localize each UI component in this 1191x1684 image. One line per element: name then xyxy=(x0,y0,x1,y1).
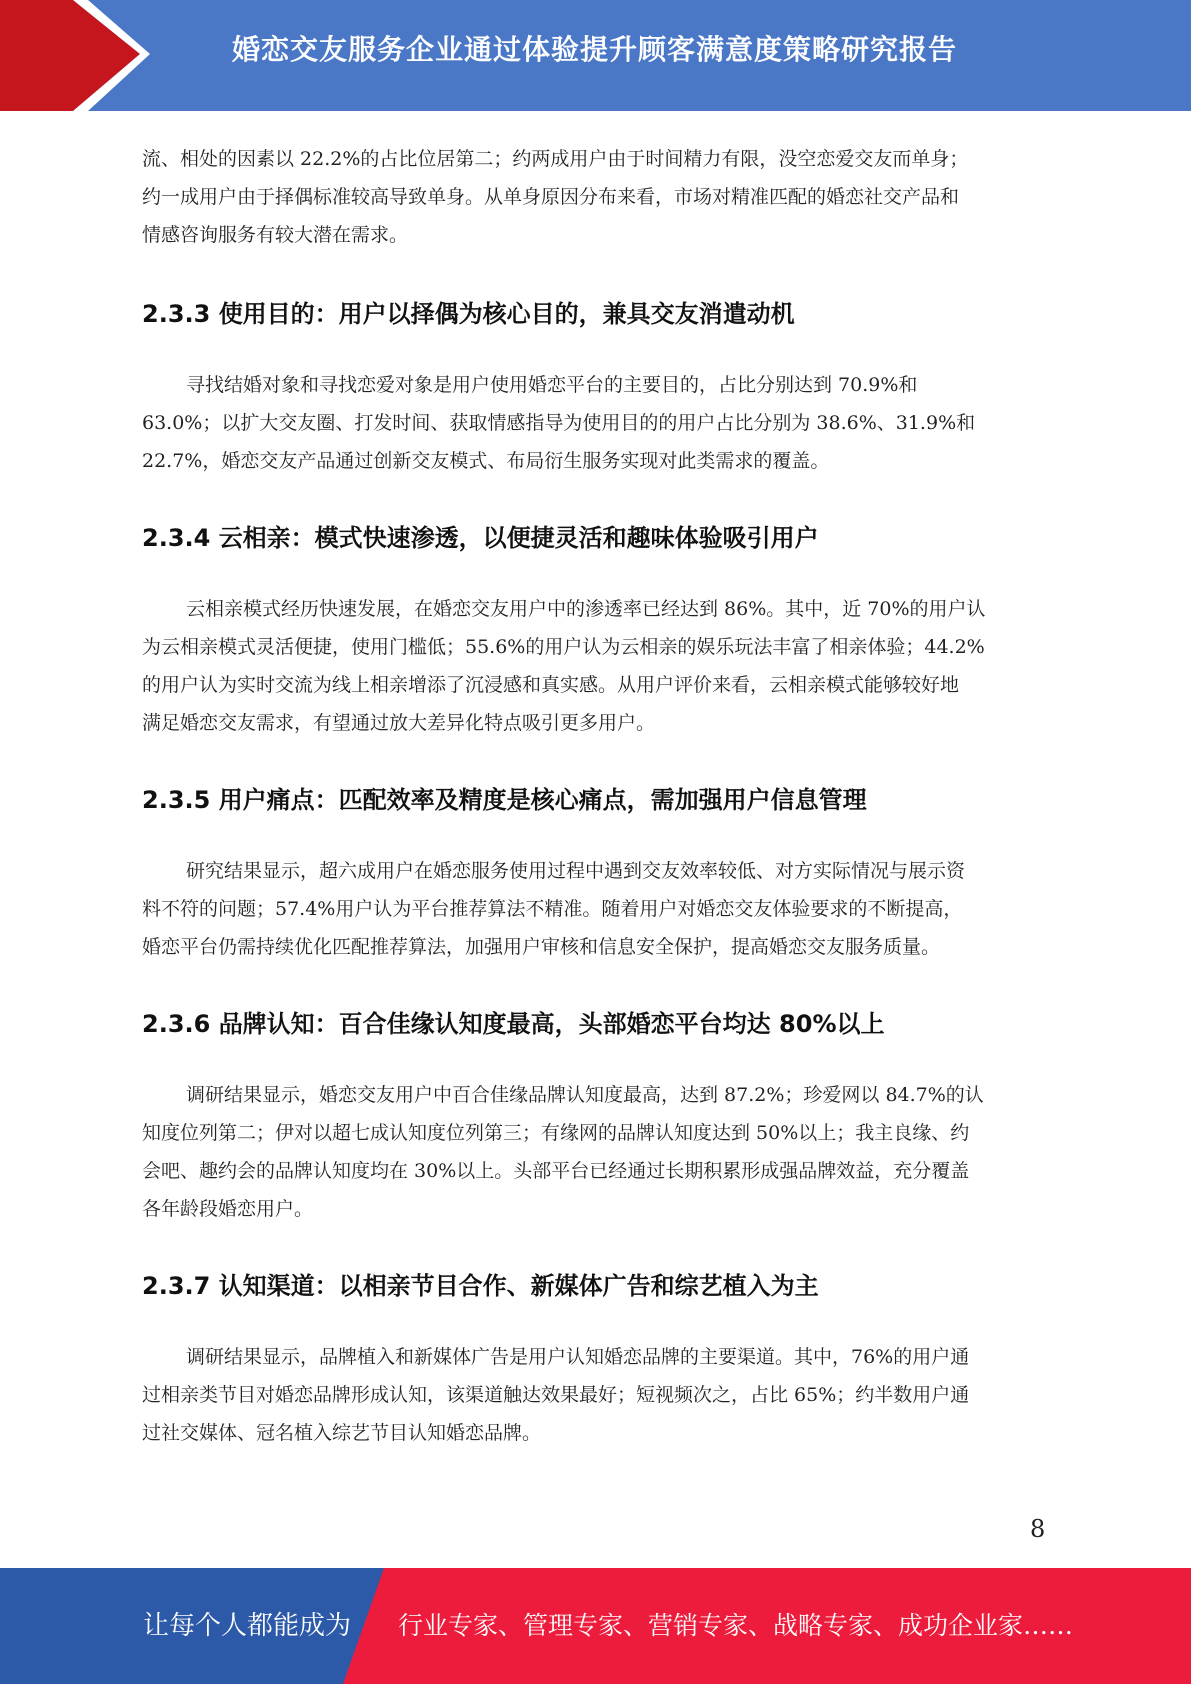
paragraph-line: 料不符的问题；57.4%用户认为平台推荐算法不精准。随着用户对婚恋交友体验要求的不断提高， xyxy=(142,898,963,920)
paragraph-line: 研究结果显示，超六成用户在婚恋服务使用过程中遇到交友效率较低、对方实际情况与展示资 xyxy=(186,860,966,882)
paragraph-line: 婚恋平台仍需持续优化匹配推荐算法，加强用户审核和信息安全保护，提高婚恋交友服务质量。 xyxy=(142,936,941,958)
footer-slogan-left: 让每个人都能成为 xyxy=(143,1611,352,1641)
page-number: 8 xyxy=(1030,1515,1046,1543)
section-2-3-5-paragraph xyxy=(142,852,1048,966)
page-content xyxy=(142,130,1048,1452)
paragraph-line: 63.0%；以扩大交友圈、打发时间、获取情感指导为使用目的的用户占比分别为 38.6%、31.9%和 xyxy=(142,412,976,434)
section-heading-2-3-7: 2.3.7 认知渠道：以相亲节目合作、新媒体广告和综艺植入为主 xyxy=(142,1272,819,1300)
paragraph-line: 情感咨询服务有较大潜在需求。 xyxy=(142,224,409,246)
paragraph-line: 为云相亲模式灵活便捷，使用门槛低；55.6%的用户认为云相亲的娱乐玩法丰富了相亲体验；44.2% xyxy=(142,636,985,658)
paragraph-line: 过社交媒体、冠名植入综艺节目认知婚恋品牌。 xyxy=(142,1422,542,1444)
section-heading-2-3-6: 2.3.6 品牌认知：百合佳缘认知度最高，头部婚恋平台均达 80%以上 xyxy=(142,1010,885,1038)
section-heading-2-3-4: 2.3.4 云相亲：模式快速渗透，以便捷灵活和趣味体验吸引用户 xyxy=(142,524,819,552)
paragraph-line: 22.7%，婚恋交友产品通过创新交友模式、布局衍生服务实现对此类需求的覆盖。 xyxy=(142,450,830,472)
section-2-3-6-paragraph xyxy=(142,1076,1048,1228)
paragraph-line: 知度位列第二；伊对以超七成认知度位列第三；有缘网的品牌认知度达到 50%以上；我主良缘、约 xyxy=(142,1122,970,1144)
paragraph-line: 过相亲类节目对婚恋品牌形成认知，该渠道触达效果最好；短视频次之，占比 65%；约半数用户通 xyxy=(142,1384,970,1406)
section-heading-2-3-5: 2.3.5 用户痛点：匹配效率及精度是核心痛点，需加强用户信息管理 xyxy=(142,786,867,814)
paragraph-line: 云相亲模式经历快速发展，在婚恋交友用户中的渗透率已经达到 86%。其中，近 70%的用户认 xyxy=(186,598,986,620)
paragraph-line: 流、相处的因素以 22.2%的占比位居第二；约两成用户由于时间精力有限，没空恋爱交友而单身； xyxy=(142,148,969,170)
section-heading-2-3-3: 2.3.3 使用目的：用户以择偶为核心目的，兼具交友消遣动机 xyxy=(142,300,795,328)
section-2-3-7-paragraph xyxy=(142,1338,1048,1452)
paragraph-line: 的用户认为实时交流为线上相亲增添了沉浸感和真实感。从用户评价来看，云相亲模式能够较好地 xyxy=(142,674,960,696)
paragraph-line: 约一成用户由于择偶标准较高导致单身。从单身原因分布来看，市场对精准匹配的婚恋社交产品和 xyxy=(142,186,960,208)
page-footer xyxy=(0,1568,1191,1684)
footer-slogan-right: 行业专家、管理专家、营销专家、战略专家、成功企业家…… xyxy=(398,1611,1074,1640)
paragraph-line: 调研结果显示，婚恋交友用户中百合佳缘品牌认知度最高，达到 87.2%；珍爱网以 84.7%的认 xyxy=(186,1084,984,1106)
paragraph-line: 各年龄段婚恋用户。 xyxy=(142,1198,314,1220)
report-title: 婚恋交友服务企业通过体验提升顾客满意度策略研究报告 xyxy=(232,33,958,66)
page-header xyxy=(0,0,1191,111)
section-2-3-4-paragraph xyxy=(142,590,1048,742)
section-2-3-3-paragraph xyxy=(142,366,1048,480)
paragraph-line: 会吧、趣约会的品牌认知度均在 30%以上。头部平台已经通过长期积累形成强品牌效益，充分覆盖 xyxy=(142,1160,970,1182)
intro-paragraph xyxy=(142,140,1048,254)
paragraph-line: 满足婚恋交友需求，有望通过放大差异化特点吸引更多用户。 xyxy=(142,712,656,734)
paragraph-line: 寻找结婚对象和寻找恋爱对象是用户使用婚恋平台的主要目的，占比分别达到 70.9%和 xyxy=(186,374,918,396)
paragraph-line: 调研结果显示，品牌植入和新媒体广告是用户认知婚恋品牌的主要渠道。其中，76%的用户通 xyxy=(186,1346,970,1368)
